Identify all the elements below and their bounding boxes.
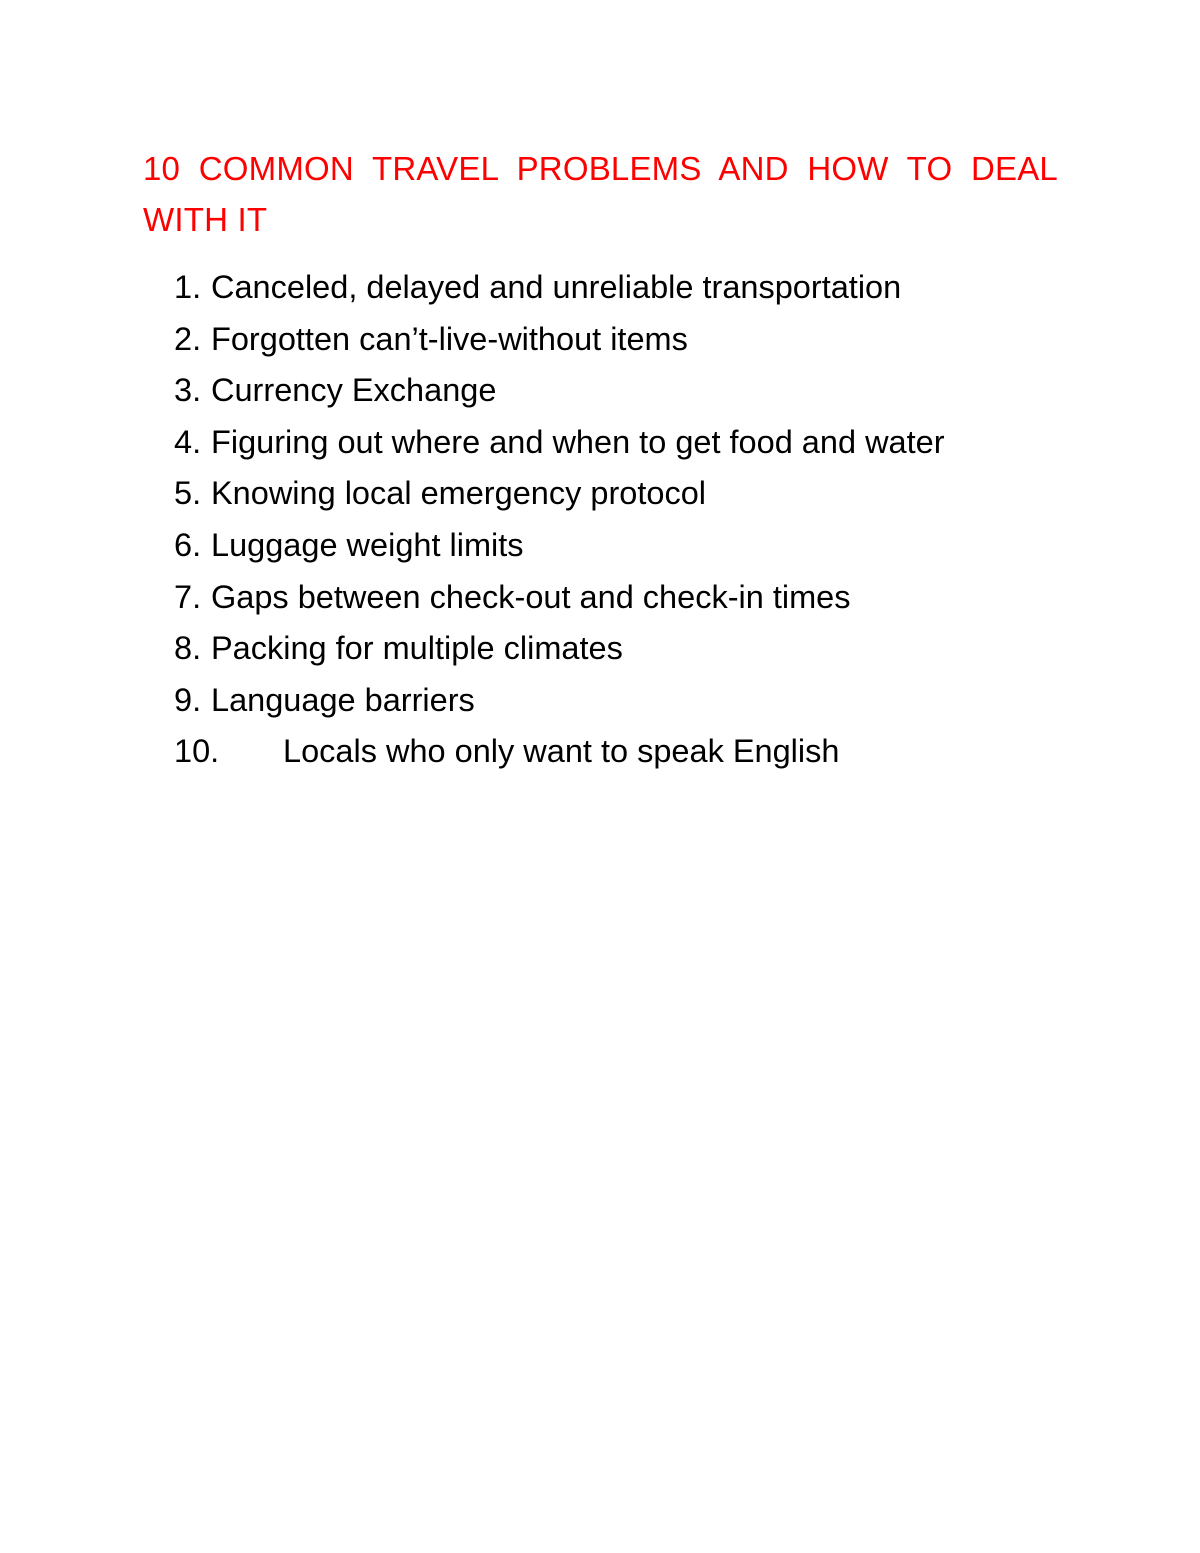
list-item-number: 4. bbox=[174, 423, 202, 460]
travel-problems-list bbox=[0, 262, 1200, 778]
list-item-text: Canceled, delayed and unreliable transportation bbox=[211, 269, 902, 305]
list-item-text: Packing for multiple climates bbox=[211, 630, 623, 667]
list-item-text: Currency Exchange bbox=[211, 372, 497, 409]
list-item bbox=[0, 365, 1200, 417]
list-item bbox=[0, 468, 1200, 520]
list-item-number: 5. bbox=[174, 475, 202, 512]
list-item-text: Forgotten can’t-live-without items bbox=[211, 320, 688, 357]
list-item-number: 7. bbox=[174, 578, 202, 615]
list-item-text: Knowing local emergency protocol bbox=[211, 475, 706, 512]
list-item-number: 2. bbox=[174, 320, 202, 357]
list-item-text: Figuring out where and when to get food and water bbox=[211, 423, 945, 460]
list-item-number: 6. bbox=[174, 526, 202, 563]
list-item bbox=[0, 314, 1200, 366]
list-item-text: Locals who only want to speak English bbox=[283, 733, 840, 770]
list-item-number: 9. bbox=[174, 681, 202, 718]
list-item bbox=[0, 417, 1200, 469]
list-item-number: 8. bbox=[174, 630, 202, 667]
list-item-number: 10. bbox=[174, 733, 220, 770]
list-item bbox=[0, 262, 1200, 314]
list-item bbox=[0, 726, 1200, 778]
list-item-number: 1. bbox=[174, 269, 202, 305]
list-item-number: 3. bbox=[174, 372, 202, 409]
list-item bbox=[0, 520, 1200, 572]
list-item-text: Language barriers bbox=[211, 681, 475, 718]
list-item bbox=[0, 623, 1200, 675]
document-title: 10 COMMON TRAVEL PROBLEMS AND HOW TO DEAL WITH IT bbox=[143, 150, 1058, 238]
list-item-text: Luggage weight limits bbox=[211, 526, 524, 563]
list-item bbox=[0, 675, 1200, 727]
list-item-text: Gaps between check-out and check-in times bbox=[211, 578, 851, 615]
list-item bbox=[0, 572, 1200, 624]
